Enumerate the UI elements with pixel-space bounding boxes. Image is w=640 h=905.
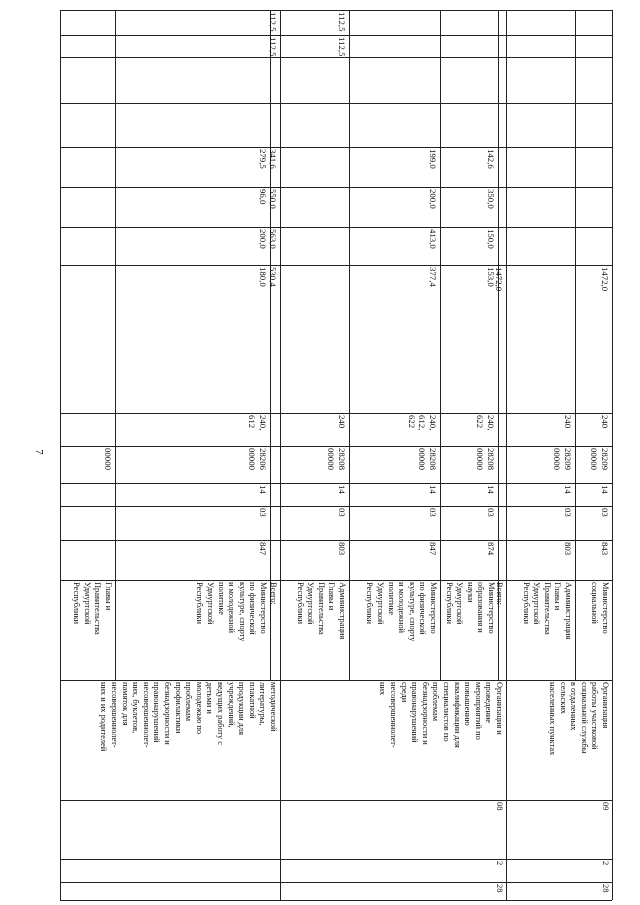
budget-value-text: 200,0 <box>428 189 438 209</box>
budget-value <box>506 57 575 103</box>
subsection-code-text: 14 <box>337 485 347 494</box>
subsection-code-text: 14 <box>563 485 573 494</box>
budget-value <box>575 57 612 103</box>
budget-value-text: 112,5 <box>337 12 347 32</box>
grbs-code <box>498 540 506 580</box>
budget-value <box>575 147 612 187</box>
budget-value-text: 199,0 <box>428 149 438 169</box>
activity-1-text: методической литературы, плакатной продукции для учреждений, ведущих работу с детьми и молодежью по проблемам профилактики безнадзорности и правонарушений несовершеннолет- них, буклетов, памяток для несовершеннолет- них и их родителей <box>99 682 278 752</box>
executor-name <box>115 580 270 680</box>
activity-2 <box>280 680 506 800</box>
section-code <box>349 506 440 540</box>
activity-1 <box>60 680 280 800</box>
section-code-text: 03 <box>337 508 347 517</box>
expense-type-code <box>349 413 440 446</box>
budget-value <box>60 35 115 57</box>
budget-value-text: 530,4 <box>268 267 278 287</box>
budget-value <box>440 147 498 187</box>
budget-value <box>575 10 612 35</box>
budget-value <box>60 57 115 103</box>
section-code <box>440 506 498 540</box>
grbs-code-text: 803 <box>563 542 573 556</box>
code-3-b <box>506 859 612 882</box>
grbs-code-text: 874 <box>486 542 496 556</box>
budget-value <box>280 227 349 265</box>
section-code-text: 03 <box>563 508 573 517</box>
budget-value <box>440 103 498 147</box>
budget-value <box>506 147 575 187</box>
target-article-code <box>280 446 349 483</box>
expense-type-code-text: 240, 612, 622 <box>406 415 438 431</box>
executor-name-text: Главы и Правительства Удмуртской Республики <box>72 582 113 635</box>
expense-type-code <box>270 413 280 446</box>
budget-value <box>575 187 612 227</box>
grbs-code <box>575 540 612 580</box>
activity-3 <box>506 680 612 800</box>
grbs-code <box>60 540 115 580</box>
section-code <box>498 506 506 540</box>
code-1-c <box>60 800 280 859</box>
budget-value <box>280 10 349 35</box>
code-2-a-text: 28 <box>495 884 504 893</box>
budget-value <box>270 57 280 103</box>
budget-value-text: 150,0 <box>486 229 496 249</box>
expense-type-code <box>115 413 270 446</box>
budget-value-text: 563,0 <box>268 229 278 249</box>
code-3-c <box>506 800 612 859</box>
section-code <box>270 506 280 540</box>
expense-type-code <box>498 413 506 446</box>
budget-value <box>60 187 115 227</box>
code-2-c-text: 08 <box>495 802 504 811</box>
budget-value-text: 1472,0 <box>600 267 610 292</box>
budget-value-text: 180,0 <box>258 267 268 287</box>
grbs-code <box>349 540 440 580</box>
budget-value <box>349 57 440 103</box>
budget-value <box>575 35 612 57</box>
target-article-code <box>440 446 498 483</box>
executor-name-text: Министерство социальной <box>590 582 610 634</box>
executor-name-text: Администрация Главы и Правительства Удмуртской Республики <box>295 582 347 640</box>
budget-value <box>440 10 498 35</box>
budget-value <box>349 147 440 187</box>
executor-name <box>506 580 575 680</box>
budget-value <box>115 35 270 57</box>
target-article-code-text: 28209 00000 <box>552 448 573 470</box>
subsection-code <box>498 483 506 506</box>
expense-type-code <box>575 413 612 446</box>
executor-name-text: Всего: <box>269 582 278 605</box>
expense-type-code <box>280 413 349 446</box>
section-code <box>575 506 612 540</box>
budget-value <box>349 10 440 35</box>
budget-value <box>115 265 270 413</box>
budget-value <box>440 57 498 103</box>
budget-value-text: 341,6 <box>268 149 278 169</box>
expense-type-code <box>506 413 575 446</box>
budget-value-text: 112,5 <box>337 37 347 57</box>
budget-value <box>440 187 498 227</box>
subsection-code-text: 14 <box>428 485 438 494</box>
target-article-code <box>575 446 612 483</box>
code-1-a <box>60 882 280 900</box>
budget-value <box>60 147 115 187</box>
grbs-code <box>280 540 349 580</box>
budget-value <box>506 187 575 227</box>
budget-value <box>270 187 280 227</box>
section-code-text: 03 <box>428 508 438 517</box>
expense-type-code-text: 240 <box>563 415 573 429</box>
budget-value <box>60 103 115 147</box>
budget-value <box>498 57 506 103</box>
target-article-code <box>60 446 115 483</box>
budget-value <box>494 265 506 413</box>
budget-value <box>349 227 440 265</box>
budget-value <box>280 103 349 147</box>
budget-value <box>349 103 440 147</box>
expense-type-code-text: 240 <box>337 415 347 429</box>
executor-name <box>349 580 440 680</box>
budget-value <box>498 103 506 147</box>
budget-value <box>349 265 440 413</box>
grbs-code-text: 843 <box>600 542 610 556</box>
budget-value <box>115 103 270 147</box>
grbs-code <box>440 540 498 580</box>
activity-2-text: Организация и проведение мероприятий по повышению квалификации для специалистов по проблемам безнадзорности и правонарушений среди несовершеннолет- них <box>378 682 504 748</box>
budget-value <box>349 187 440 227</box>
budget-value <box>115 57 270 103</box>
budget-value <box>270 227 280 265</box>
section-code-text: 03 <box>486 508 496 517</box>
budget-value <box>440 227 498 265</box>
code-3-a-text: 28 <box>601 884 610 893</box>
budget-value-text: 142,6 <box>486 149 496 169</box>
budget-value <box>506 227 575 265</box>
budget-value <box>575 265 612 413</box>
executor-name <box>575 580 612 680</box>
budget-value <box>280 147 349 187</box>
target-article-code <box>498 446 506 483</box>
executor-name-text: Администрация Главы и Правительства Удмуртской Республики <box>521 582 573 640</box>
budget-value <box>498 187 506 227</box>
budget-value <box>575 103 612 147</box>
section-code-text: 03 <box>258 508 268 517</box>
budget-value <box>506 35 575 57</box>
executor-name-text: Министерство по физической культуре, спорту и молодежной политике Удмуртской Республики <box>195 582 268 642</box>
subsection-code-text: 14 <box>258 485 268 494</box>
subsection-code <box>506 483 575 506</box>
budget-value <box>270 103 280 147</box>
section-code-text: 03 <box>600 508 610 517</box>
budget-value <box>60 227 115 265</box>
budget-value <box>115 187 270 227</box>
budget-value <box>349 35 440 57</box>
budget-value <box>270 35 280 57</box>
budget-value <box>575 227 612 265</box>
budget-value-text: 413,0 <box>428 229 438 249</box>
subsection-code <box>440 483 498 506</box>
budget-value <box>440 265 498 413</box>
subsection-code <box>280 483 349 506</box>
subsection-code-text: 14 <box>600 485 610 494</box>
target-article-code-text: 28208 00000 <box>326 448 347 470</box>
expense-type-code <box>440 413 498 446</box>
target-article-code-text: 28209 00000 <box>589 448 610 470</box>
budget-value-text: 279,5 <box>258 149 268 169</box>
subsection-code <box>575 483 612 506</box>
budget-value <box>60 265 115 413</box>
executor-name-text: Всего: <box>495 582 504 605</box>
grbs-code <box>270 540 280 580</box>
grbs-code <box>115 540 270 580</box>
budget-value <box>270 147 280 187</box>
budget-value <box>280 265 349 413</box>
budget-value <box>270 265 280 413</box>
subsection-code <box>270 483 280 506</box>
executor-name-text: Министерство по физической культуре, спорту и молодежной политике Удмуртской Республики <box>365 582 438 642</box>
code-1-b <box>60 859 280 882</box>
expense-type-code-text: 240, 622 <box>475 415 496 431</box>
expense-type-code-text: 240, 612 <box>247 415 268 431</box>
budget-value <box>506 265 575 413</box>
grbs-code-text: 847 <box>258 542 268 556</box>
target-article-code <box>506 446 575 483</box>
code-3-b-text: 2 <box>601 861 610 866</box>
budget-value <box>440 35 498 57</box>
budget-value-text: 112,5 <box>268 12 278 32</box>
subsection-code <box>349 483 440 506</box>
budget-value-text: 112,5 <box>268 37 278 57</box>
executor-name <box>440 580 498 680</box>
activity-3-text: Организация работы участковой социальной службы в отдаленных сельских населенных пунктах <box>548 682 610 756</box>
code-2-b <box>280 859 506 882</box>
executor-name <box>280 580 349 680</box>
budget-value <box>280 187 349 227</box>
budget-value-text: 550,0 <box>268 189 278 209</box>
executor-name <box>495 580 506 680</box>
executor-name-text: Министерство образования и науки Удмуртской Республики <box>444 582 496 634</box>
subsection-code <box>60 483 115 506</box>
section-code <box>506 506 575 540</box>
budget-value <box>498 227 506 265</box>
rule-vertical <box>612 10 613 680</box>
budget-value-text: 96,0 <box>258 189 268 205</box>
expense-type-code-text: 240 <box>600 415 610 429</box>
code-2-a <box>280 882 506 900</box>
budget-value <box>60 10 115 35</box>
section-code <box>280 506 349 540</box>
target-article-code-text: 28208 00000 <box>475 448 496 470</box>
target-article-code-text: 00000 <box>103 448 113 470</box>
target-article-code <box>115 446 270 483</box>
budget-value-text: 1472,0 <box>494 267 504 292</box>
section-code <box>60 506 115 540</box>
budget-value <box>115 10 270 35</box>
target-article-code <box>349 446 440 483</box>
code-3-a <box>506 882 612 900</box>
code-2-b-text: 2 <box>495 861 504 866</box>
budget-value-text: 377,4 <box>428 267 438 287</box>
budget-value <box>498 35 506 57</box>
page-number: 7 <box>32 449 45 455</box>
budget-value-text: 350,0 <box>486 189 496 209</box>
target-article-code-text: 28206 00000 <box>247 448 268 470</box>
budget-value-text: 200,0 <box>258 229 268 249</box>
subsection-code <box>115 483 270 506</box>
budget-value <box>506 103 575 147</box>
grbs-code <box>506 540 575 580</box>
budget-value <box>280 35 349 57</box>
budget-value-text: 153,0 <box>486 267 496 287</box>
budget-value <box>506 10 575 35</box>
budget-value <box>280 57 349 103</box>
budget-value <box>498 10 506 35</box>
expense-type-code <box>60 413 115 446</box>
budget-value <box>115 227 270 265</box>
budget-value <box>115 147 270 187</box>
code-3-c-text: 09 <box>601 802 610 811</box>
subsection-code-text: 14 <box>486 485 496 494</box>
code-2-c <box>280 800 506 859</box>
target-article-code <box>270 446 280 483</box>
rule-horizontal <box>60 900 612 901</box>
executor-name <box>60 580 115 680</box>
budget-value <box>270 10 280 35</box>
section-code <box>115 506 270 540</box>
target-article-code-text: 28208 00000 <box>417 448 438 470</box>
executor-name <box>270 580 280 680</box>
grbs-code-text: 803 <box>337 542 347 556</box>
grbs-code-text: 847 <box>428 542 438 556</box>
budget-value <box>498 147 506 187</box>
